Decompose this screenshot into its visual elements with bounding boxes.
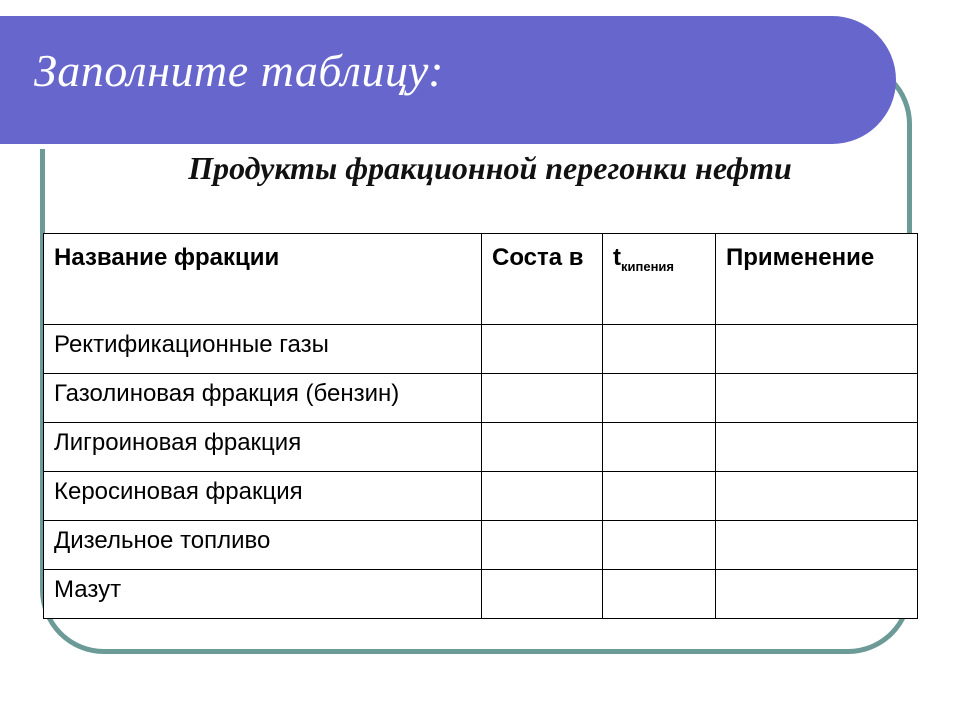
temperature-symbol: t [613,244,621,271]
cell-fraction-name: Дизельное топливо [44,521,482,570]
cell-application[interactable] [716,472,918,521]
cell-composition[interactable] [482,423,603,472]
table-row [44,521,918,570]
cell-fraction-name: Лигроиновая фракция [44,423,482,472]
table-header-row [44,234,918,325]
table-row [44,472,918,521]
slide-title: Заполните таблицу: [34,45,444,96]
cell-fraction-name: Газолиновая фракция (бензин) [44,374,482,423]
temperature-subscript: кипения [621,259,675,274]
cell-fraction-name: Ректификационные газы [44,325,482,374]
table-caption: Продукты фракционной перегонки нефти [188,150,792,186]
cell-boiling-temperature[interactable] [603,325,716,374]
cell-application[interactable] [716,423,918,472]
cell-application[interactable] [716,521,918,570]
cell-fraction-name: Мазут [44,570,482,619]
cell-boiling-temperature[interactable] [603,570,716,619]
table-row [44,423,918,472]
header-composition: Соста в [482,234,603,325]
cell-composition[interactable] [482,521,603,570]
table-row [44,374,918,423]
cell-composition[interactable] [482,374,603,423]
cell-boiling-temperature[interactable] [603,521,716,570]
table-row [44,325,918,374]
header-application: Применение [716,234,918,325]
cell-composition[interactable] [482,325,603,374]
cell-application[interactable] [716,570,918,619]
fractions-table [43,233,918,619]
cell-application[interactable] [716,374,918,423]
header-fraction-name: Название фракции [44,234,482,325]
cell-application[interactable] [716,325,918,374]
table-row [44,570,918,619]
title-underline [0,144,848,149]
cell-boiling-temperature[interactable] [603,374,716,423]
cell-boiling-temperature[interactable] [603,472,716,521]
cell-boiling-temperature[interactable] [603,423,716,472]
cell-fraction-name: Керосиновая фракция [44,472,482,521]
cell-composition[interactable] [482,570,603,619]
header-boiling-temperature [603,234,716,325]
cell-composition[interactable] [482,472,603,521]
